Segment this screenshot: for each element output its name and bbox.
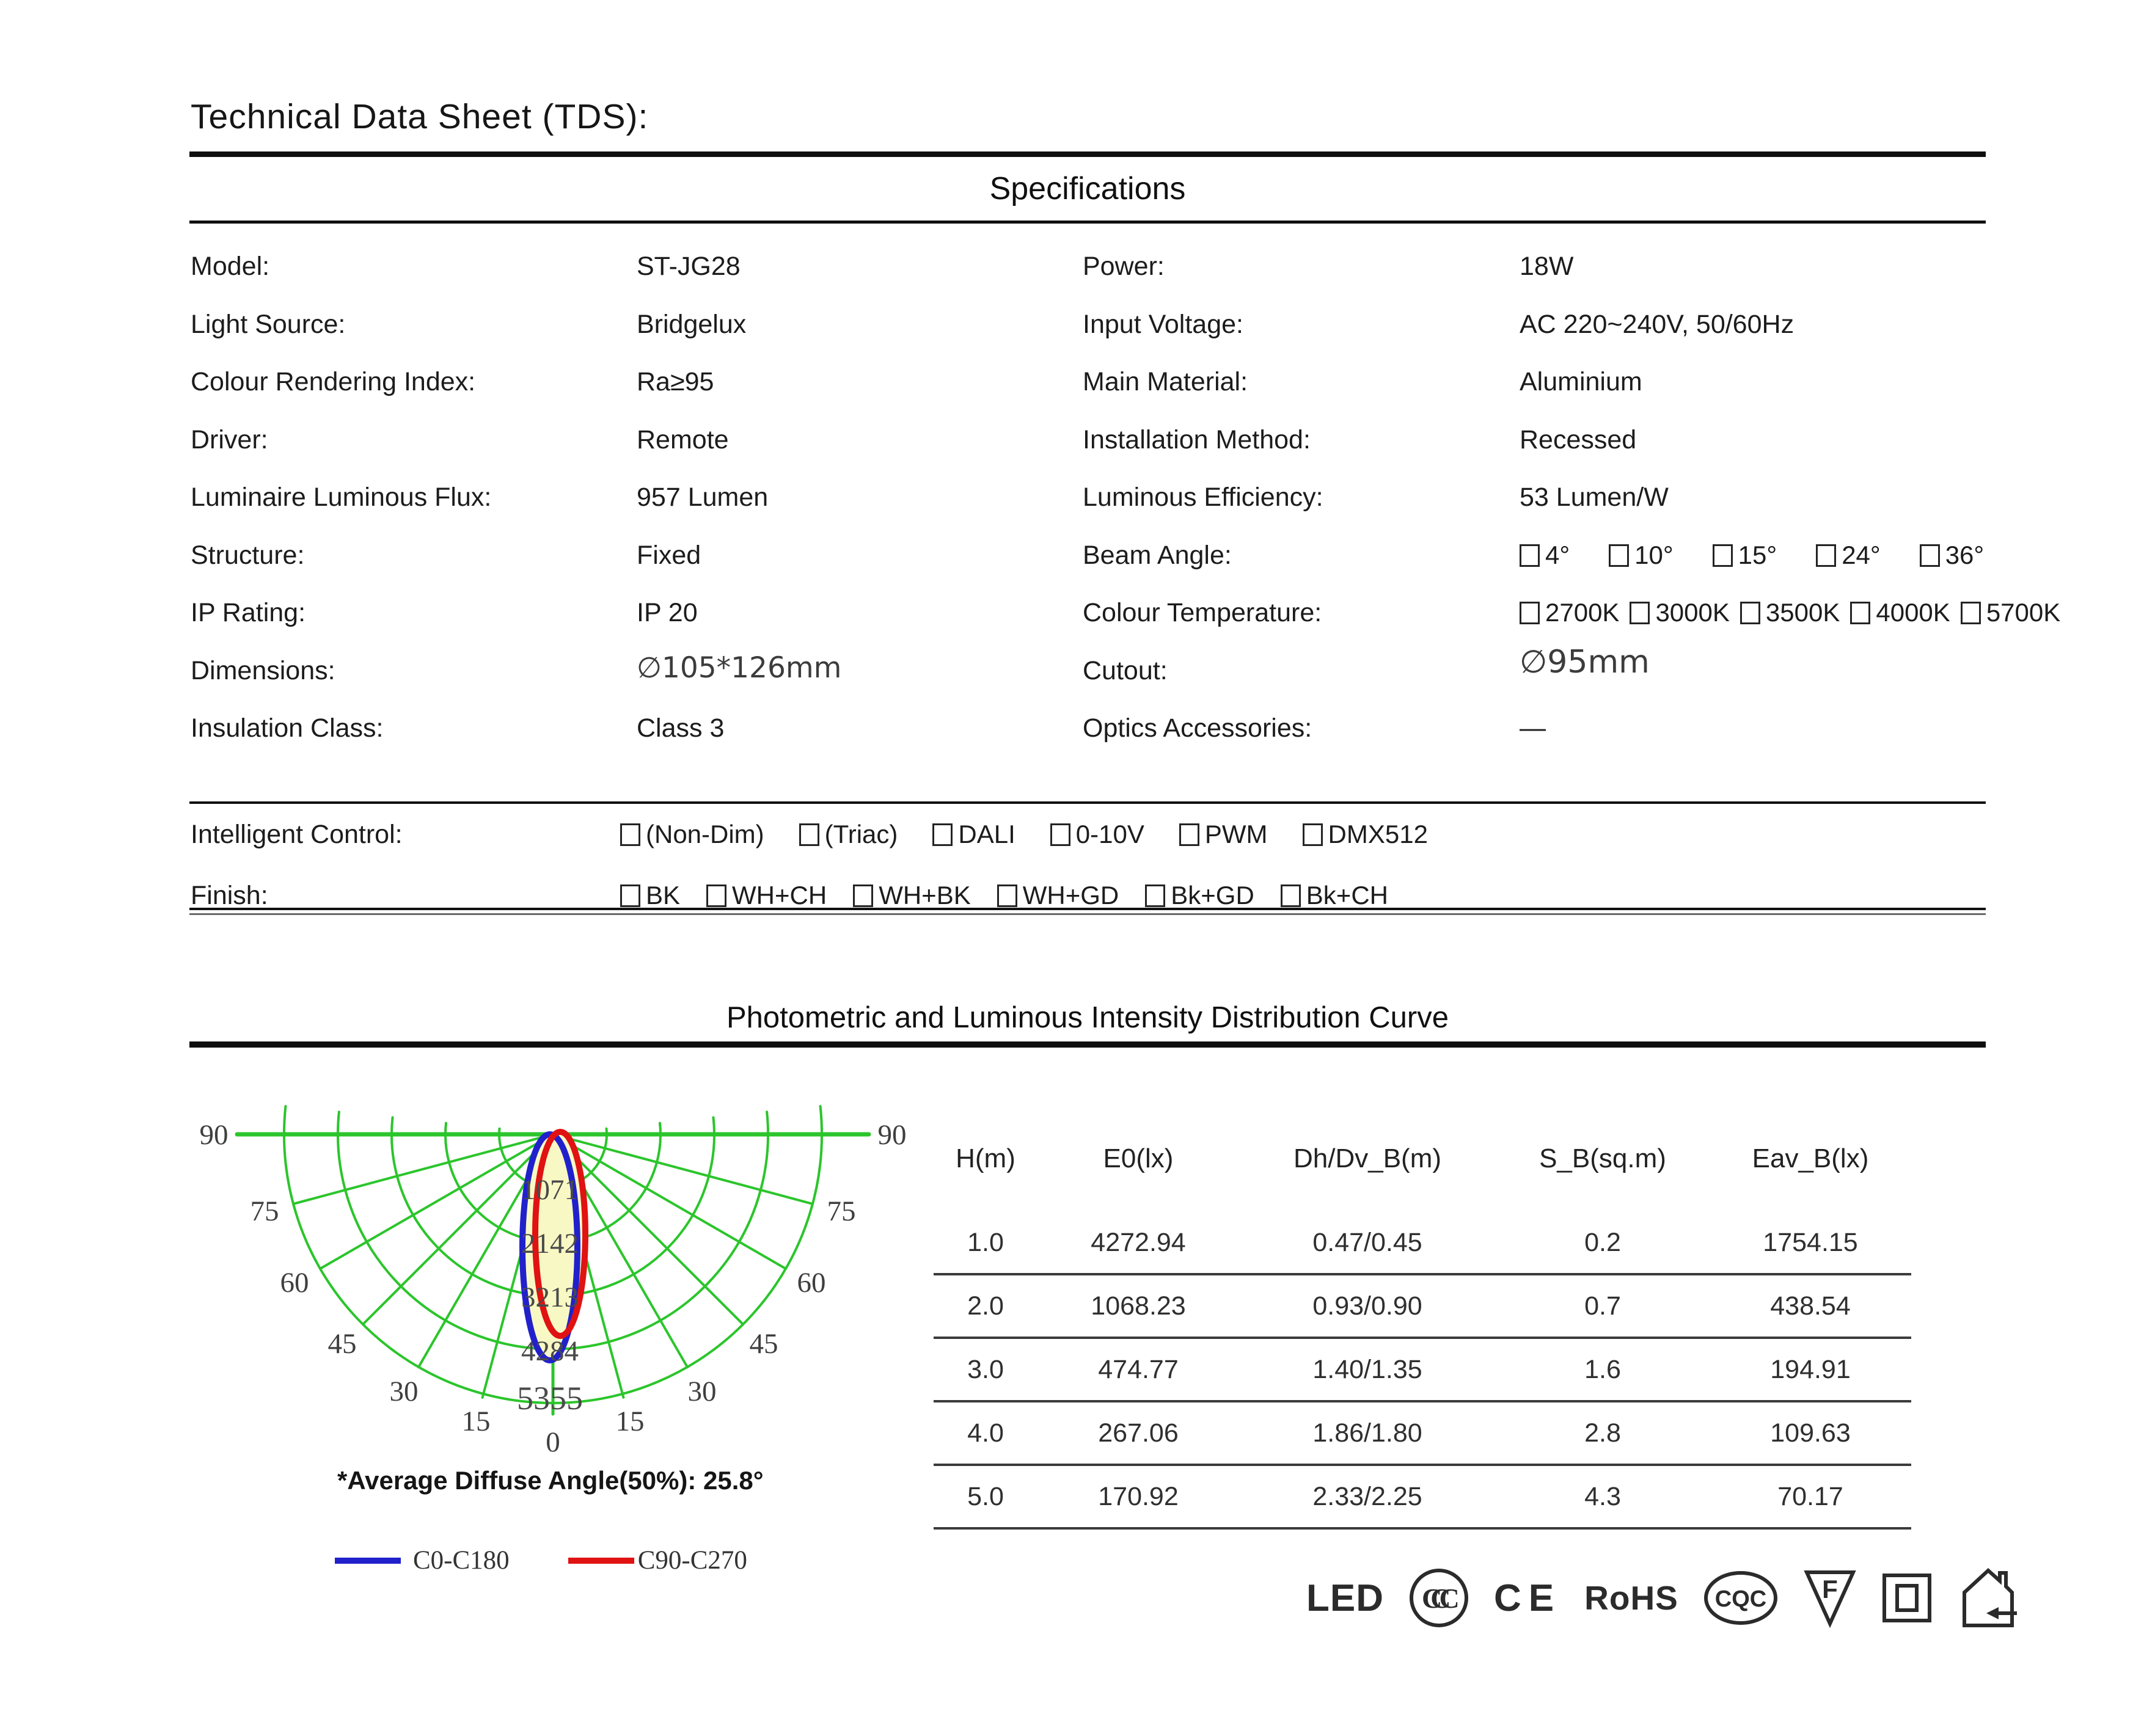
- checkbox-cct-3000k[interactable]: 3000K: [1630, 596, 1729, 630]
- checkbox-icon[interactable]: [1281, 884, 1301, 907]
- specifications-heading: Specifications: [989, 171, 1186, 206]
- checkbox-icon[interactable]: [1145, 884, 1165, 907]
- spec-label: Colour Temperature:: [1083, 598, 1322, 627]
- spec-row-luminous-flux: [191, 480, 769, 514]
- spec-label: Cutout:: [1083, 656, 1168, 685]
- table-cell: 0.93/0.90: [1312, 1291, 1422, 1321]
- spec-value: Fixed: [637, 541, 701, 570]
- checkbox-icon[interactable]: [1609, 544, 1629, 567]
- spec-label: Optics Accessories:: [1083, 713, 1312, 743]
- table-cell: 2.0: [967, 1291, 1004, 1321]
- checkbox-pwm[interactable]: PWM: [1179, 817, 1268, 852]
- checkbox-dali[interactable]: DALI: [932, 817, 1015, 852]
- spec-label: Luminaire Luminous Flux:: [191, 483, 492, 512]
- checkbox-icon[interactable]: [1630, 602, 1650, 624]
- spec-value: —: [1520, 713, 1546, 743]
- checkbox-icon[interactable]: [1520, 602, 1540, 624]
- checkbox-cct-4000k[interactable]: 4000K: [1850, 596, 1950, 630]
- photometric-heading: Photometric and Luminous Intensity Distribution Curve: [726, 1001, 1449, 1034]
- chart-legend: [335, 1545, 747, 1575]
- table-cell: 2.8: [1584, 1418, 1621, 1448]
- table-cell: 194.91: [1770, 1354, 1851, 1384]
- checkbox-triac[interactable]: (Triac): [799, 817, 898, 852]
- class-ii-square-icon: [1880, 1571, 1934, 1625]
- checkbox-beam-10[interactable]: 10°: [1609, 538, 1674, 572]
- spec-row-insulation: [191, 711, 725, 745]
- angle-label: 75: [827, 1195, 856, 1227]
- ccc-mark-icon: [1407, 1566, 1471, 1630]
- spec-row-power: [1083, 249, 1574, 283]
- spec-value: ST-JG28: [637, 252, 741, 281]
- ring-label: 3213: [521, 1282, 579, 1313]
- table-cell: 70.17: [1777, 1481, 1843, 1511]
- checkbox-beam-24[interactable]: 24°: [1816, 538, 1881, 572]
- spec-label: Finish:: [191, 881, 268, 910]
- table-cell: 4.3: [1584, 1481, 1621, 1511]
- spec-row-driver: [191, 423, 729, 457]
- angle-label: 60: [797, 1267, 826, 1299]
- spec-value: Ra≥95: [637, 367, 714, 396]
- table-row-rule: [934, 1527, 1911, 1530]
- angle-label: 45: [749, 1328, 778, 1360]
- ccc-letters: CCC: [1422, 1583, 1448, 1614]
- spec-label: Intelligent Control:: [191, 820, 403, 849]
- f-triangle-mark-icon: [1803, 1567, 1857, 1628]
- spec-value: AC 220~240V, 50/60Hz: [1520, 310, 1795, 339]
- spec-value: ∅95mm: [1520, 644, 1650, 680]
- spec-value: Remote: [637, 425, 729, 454]
- rule-top: [189, 151, 1986, 157]
- table-cell: 4.0: [967, 1418, 1004, 1448]
- spec-value: 53 Lumen/W: [1520, 483, 1669, 512]
- rule-control-top: [189, 801, 1986, 804]
- rule-under-spec-heading: [189, 221, 1986, 224]
- c0-c180-legend-swatch: [335, 1558, 401, 1564]
- table-cell: 438.54: [1770, 1291, 1851, 1321]
- spec-row-beam-angle: [1083, 538, 1985, 572]
- table-header-e0: E0(lx): [1103, 1143, 1174, 1173]
- rule-control-bottom: [189, 908, 1986, 915]
- spec-value: Bridgelux: [637, 310, 747, 339]
- spec-label: Driver:: [191, 425, 268, 454]
- colour-temperature-options: [1520, 596, 2071, 630]
- checkbox-icon[interactable]: [1850, 602, 1870, 624]
- average-diffuse-angle-note: *Average Diffuse Angle(50%): 25.8°: [337, 1466, 764, 1495]
- spec-row-cri: [191, 365, 714, 399]
- checkbox-wh-gd[interactable]: WH+GD: [997, 878, 1119, 913]
- checkbox-icon[interactable]: [997, 884, 1017, 907]
- spec-row-ip-rating: [191, 596, 698, 630]
- c0-c180-legend-label: C0-C180: [413, 1546, 510, 1575]
- spec-row-cutout: [1083, 644, 1650, 688]
- table-cell: 1068.23: [1091, 1291, 1186, 1321]
- table-cell: 4272.94: [1091, 1227, 1186, 1257]
- spec-value: Recessed: [1520, 425, 1637, 454]
- checkbox-beam-15[interactable]: 15°: [1713, 538, 1777, 572]
- checkbox-icon[interactable]: [853, 884, 873, 907]
- spec-label: Luminous Efficiency:: [1083, 483, 1323, 512]
- checkbox-icon[interactable]: [1179, 823, 1199, 846]
- ring-label: 4284: [521, 1335, 579, 1367]
- cqc-letters: CQC: [1714, 1586, 1767, 1612]
- table-cell: 1.40/1.35: [1312, 1354, 1422, 1384]
- table-cell: 267.06: [1098, 1418, 1179, 1448]
- checkbox-bk-ch[interactable]: Bk+CH: [1281, 878, 1388, 913]
- cqc-mark-icon: [1702, 1569, 1780, 1627]
- checkbox-icon[interactable]: [1961, 602, 1981, 624]
- table-cell: 0.47/0.45: [1312, 1227, 1422, 1257]
- spec-row-light-source: [191, 307, 747, 341]
- checkbox-icon[interactable]: [706, 884, 726, 907]
- spec-row-main-material: [1083, 365, 1642, 399]
- c90-c270-legend-label: C90-C270: [637, 1546, 747, 1575]
- table-cell: 0.7: [1584, 1291, 1621, 1321]
- rule-under-photometric-heading: [189, 1041, 1986, 1048]
- angle-label: 30: [389, 1376, 419, 1407]
- c90-c270-legend-swatch: [568, 1558, 634, 1564]
- table-cell: 170.92: [1098, 1481, 1179, 1511]
- checkbox-icon[interactable]: [620, 823, 640, 846]
- angle-label: 60: [280, 1267, 309, 1299]
- checkbox-0-10v[interactable]: 0-10V: [1050, 817, 1144, 852]
- photometric-polar-chart: [183, 1096, 944, 1524]
- table-cell: 109.63: [1770, 1418, 1851, 1448]
- led-text: LED: [1306, 1577, 1384, 1619]
- table-header-h: H(m): [956, 1143, 1015, 1173]
- photometric-table: [934, 1137, 1911, 1530]
- checkbox-beam-36[interactable]: 36°: [1920, 538, 1985, 572]
- spec-label: Main Material:: [1083, 367, 1248, 396]
- checkbox-icon[interactable]: [1303, 823, 1323, 846]
- ring-label: 1071: [521, 1174, 579, 1206]
- checkbox-wh-ch[interactable]: WH+CH: [706, 878, 827, 913]
- spec-label: Input Voltage:: [1083, 310, 1243, 339]
- ring-label: 2142: [521, 1228, 579, 1260]
- table-header-sb: S_B(sq.m): [1539, 1143, 1666, 1173]
- checkbox-cct-3500k[interactable]: 3500K: [1740, 596, 1840, 630]
- checkbox-icon[interactable]: [799, 823, 819, 846]
- checkbox-cct-2700k[interactable]: 2700K: [1520, 596, 1619, 630]
- checkbox-icon[interactable]: [1920, 544, 1940, 567]
- checkbox-icon[interactable]: [1520, 544, 1540, 567]
- angle-label: 15: [461, 1406, 491, 1437]
- checkbox-icon[interactable]: [1740, 602, 1760, 624]
- intelligent-control-options: [620, 817, 1463, 852]
- spec-value: Aluminium: [1520, 367, 1642, 396]
- spec-row-colour-temperature: [1083, 596, 2061, 630]
- checkbox-cct-5700k[interactable]: 5700K: [1961, 596, 2060, 630]
- table-cell: 3.0: [967, 1354, 1004, 1384]
- spec-row-model: [191, 249, 741, 283]
- table-header-eav: Eav_B(lx): [1752, 1143, 1869, 1173]
- spec-row-structure: [191, 538, 701, 572]
- table-cell: 474.77: [1098, 1354, 1179, 1384]
- spec-row-dimensions: [191, 651, 842, 688]
- spec-label: Power:: [1083, 252, 1165, 281]
- page-title: Technical Data Sheet (TDS):: [191, 97, 649, 136]
- table-cell: 2.33/2.25: [1312, 1481, 1422, 1511]
- table-cell: 1754.15: [1763, 1227, 1858, 1257]
- spec-label: Installation Method:: [1083, 425, 1311, 454]
- spec-label: Colour Rendering Index:: [191, 367, 476, 396]
- ring-label: 5355: [517, 1380, 583, 1417]
- spec-value: 18W: [1520, 252, 1574, 281]
- spec-label: Beam Angle:: [1083, 541, 1232, 570]
- ce-mark: CE: [1494, 1577, 1562, 1619]
- spec-label: Dimensions:: [191, 656, 335, 685]
- spec-row-intelligent-control: [191, 817, 1428, 852]
- table-cell: 5.0: [967, 1481, 1004, 1511]
- checkbox-icon[interactable]: [1816, 544, 1836, 567]
- angle-label: 90: [199, 1119, 229, 1151]
- spec-row-luminous-efficiency: [1083, 480, 1669, 514]
- checkbox-icon[interactable]: [932, 823, 953, 846]
- f-letter: F: [1822, 1575, 1838, 1603]
- angle-label: 90: [877, 1119, 907, 1151]
- checkbox-bk[interactable]: BK: [620, 878, 680, 913]
- angle-label-zero: 0: [546, 1426, 560, 1458]
- angle-label: 75: [250, 1195, 279, 1227]
- table-header-gap: [934, 1180, 1911, 1212]
- checkbox-icon[interactable]: [1050, 823, 1070, 846]
- table-cell: 1.0: [967, 1227, 1004, 1257]
- spec-row-optics: [1083, 711, 1546, 745]
- certification-marks: [1306, 1561, 2019, 1635]
- spec-label: Insulation Class:: [191, 713, 384, 743]
- checkbox-beam-4[interactable]: 4°: [1520, 538, 1570, 572]
- checkbox-nondim[interactable]: (Non-Dim): [620, 817, 764, 852]
- rohs-text: RoHS: [1584, 1579, 1678, 1617]
- spec-row-installation: [1083, 423, 1637, 457]
- spec-value: IP 20: [637, 598, 698, 627]
- checkbox-icon[interactable]: [1713, 544, 1733, 567]
- table-cell: 1.86/1.80: [1312, 1418, 1422, 1448]
- checkbox-wh-bk[interactable]: WH+BK: [853, 878, 971, 913]
- table-cell: 0.2: [1584, 1227, 1621, 1257]
- angle-label: 30: [687, 1376, 717, 1407]
- checkbox-icon[interactable]: [620, 884, 640, 907]
- angle-label: 15: [615, 1406, 645, 1437]
- table-header-dhdv: Dh/Dv_B(m): [1293, 1143, 1442, 1173]
- spec-label: Structure:: [191, 541, 305, 570]
- spec-label: Model:: [191, 252, 270, 281]
- spec-value: 957 Lumen: [637, 483, 769, 512]
- checkbox-dmx512[interactable]: DMX512: [1303, 817, 1428, 852]
- spec-value: ∅105*126mm: [637, 651, 842, 685]
- spec-row-input-voltage: [1083, 307, 1795, 341]
- indoor-house-icon: [1957, 1566, 2019, 1630]
- spec-label: IP Rating:: [191, 598, 306, 627]
- spec-label: Light Source:: [191, 310, 346, 339]
- spec-value: Class 3: [637, 713, 725, 743]
- checkbox-bk-gd[interactable]: Bk+GD: [1145, 878, 1254, 913]
- beam-angle-options: [1520, 538, 2023, 572]
- angle-label: 45: [327, 1328, 357, 1360]
- table-cell: 1.6: [1584, 1354, 1621, 1384]
